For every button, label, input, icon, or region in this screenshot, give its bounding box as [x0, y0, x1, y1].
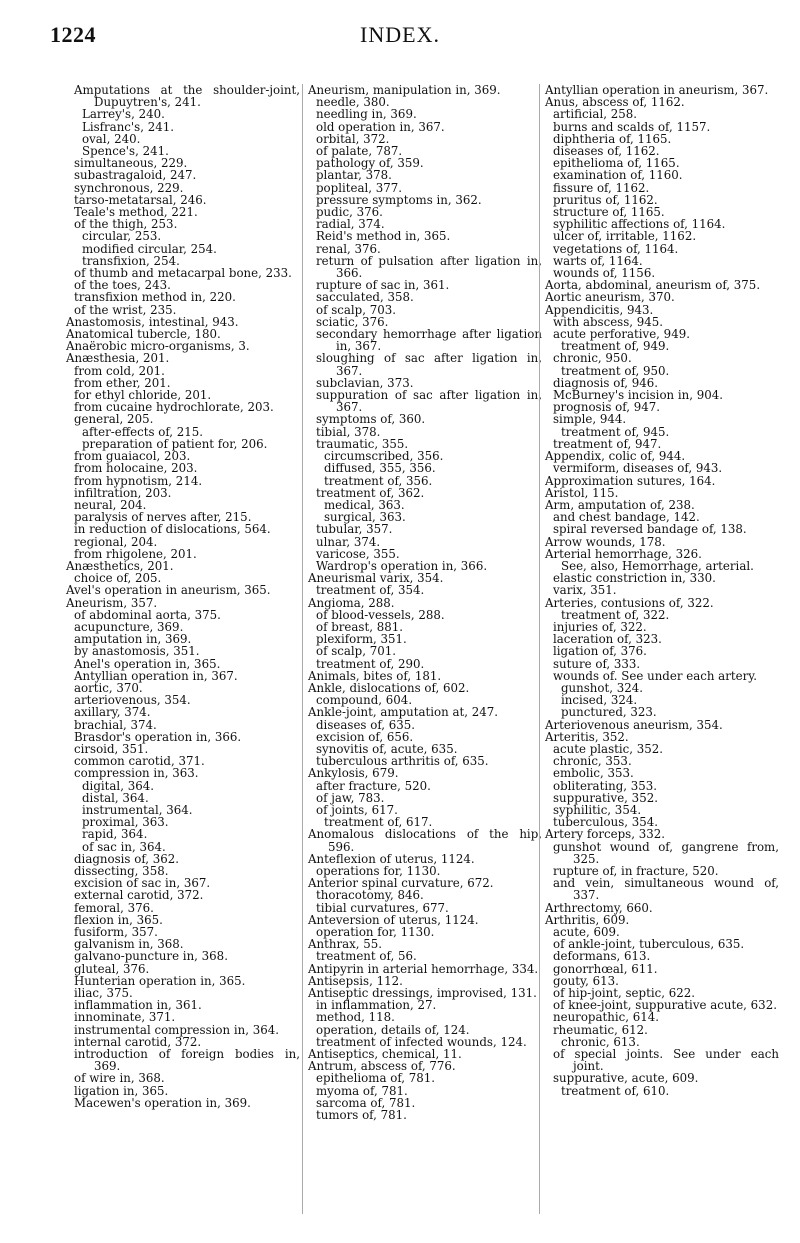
index-subentry: Amputations at the shoulder-joint, Dupuytren's, 241. — [74, 83, 300, 110]
page-title: INDEX. — [360, 22, 440, 47]
index-entry: Angioma, 288. — [308, 595, 395, 610]
index-subentry: varicose, 355. — [316, 546, 400, 561]
index-subentry: gunshot wound of, gangrene from, 325. — [553, 839, 779, 866]
index-subentry: spiral reversed bandage of, 138. — [553, 522, 747, 537]
index-subentry: acupuncture, 369. — [74, 619, 184, 634]
index-subentry: treatment of, 945. — [561, 424, 670, 439]
index-subentry: treatment of, 949. — [561, 339, 670, 354]
index-subentry: instrumental compression in, 364. — [74, 1022, 279, 1037]
column-divider — [302, 84, 303, 1214]
index-entry: Antiseptics, chemical, 11. — [308, 1047, 462, 1062]
index-subentry: punctured, 323. — [561, 705, 657, 720]
index-subentry: flexion in, 365. — [74, 912, 163, 927]
index-subentry: treatment of, 354. — [316, 583, 425, 598]
index-subentry: return of pulsation after ligation in, 366. — [316, 253, 542, 281]
index-subentry: choice of, 205. — [74, 571, 162, 586]
index-subentry: warts of, 1164. — [553, 253, 643, 268]
index-subentry: syphilitic, 354. — [553, 802, 642, 817]
index-subentry: wounds of, 1156. — [553, 266, 656, 281]
index-subentry: pressure symptoms in, 362. — [316, 192, 482, 207]
index-subentry: for ethyl chloride, 201. — [74, 388, 212, 403]
index-subentry: gluteal, 376. — [74, 961, 150, 976]
index-subentry: transfixion, 254. — [82, 253, 180, 268]
index-entry: Aristol, 115. — [545, 485, 619, 500]
index-subentry: of the thigh, 253. — [74, 217, 178, 232]
index-entry: Arm, amputation of, 238. — [545, 497, 695, 512]
index-subentry: rapid, 364. — [82, 827, 148, 842]
index-subentry: operation, details of, 124. — [316, 1022, 470, 1037]
index-subentry: external carotid, 372. — [74, 888, 204, 903]
index-subentry: epithelioma of, 1165. — [553, 156, 680, 171]
index-subentry: treatment of, 947. — [553, 436, 662, 451]
index-subentry: ligation in, 365. — [74, 1083, 169, 1098]
index-subentry: Reid's method in, 365. — [316, 229, 451, 244]
index-subentry: chronic, 950. — [553, 351, 632, 366]
index-subentry: suppuration of sac after ligation in, 367. — [316, 388, 542, 415]
index-entry: Antipyrin in arterial hemorrhage, 334. — [308, 961, 539, 976]
index-subentry: suppurative, 352. — [553, 790, 658, 805]
index-subentry: aortic, 370. — [74, 680, 143, 695]
index-entry: Arterial hemorrhage, 326. — [545, 546, 702, 561]
index-entry: Arteries, contusions of, 322. — [545, 595, 714, 610]
index-subentry: needle, 380. — [316, 95, 390, 110]
index-subentry: of scalp, 703. — [316, 302, 397, 317]
index-subentry: digital, 364. — [82, 778, 154, 793]
index-entry: Anatomical tubercle, 180. — [66, 327, 221, 342]
index-subentry: of knee-joint, suppurative acute, 632. — [553, 998, 777, 1013]
index-subentry: McBurney's incision in, 904. — [553, 388, 724, 403]
index-entry: Antisepsis, 112. — [308, 973, 403, 988]
index-subentry: treatment of, 617. — [324, 815, 433, 830]
index-subentry: and vein, simultaneous wound of, 337. — [553, 876, 779, 903]
index-entry: Arrow wounds, 178. — [545, 534, 666, 549]
index-subentry: suppurative, acute, 609. — [553, 1071, 699, 1086]
index-entry: Avel's operation in aneurism, 365. — [66, 583, 271, 598]
index-entry: Aneurism, manipulation in, 369. — [308, 83, 501, 97]
index-subentry: tumors of, 781. — [316, 1108, 407, 1123]
index-subentry: in inflammation, 27. — [316, 998, 437, 1013]
index-subentry: examination of, 1160. — [553, 168, 683, 183]
index-subentry: neural, 204. — [74, 497, 147, 512]
index-subentry: fusiform, 357. — [74, 925, 158, 940]
index-subentry: fissure of, 1162. — [553, 180, 650, 195]
index-subentry: Hunterian operation in, 365. — [74, 973, 246, 988]
index-subentry: treatment of, 362. — [316, 485, 425, 500]
index-subentry: excision of, 656. — [316, 729, 414, 744]
index-entry: Anæsthesia, 201. — [66, 351, 170, 366]
index-subentry: diseases of, 1162. — [553, 144, 660, 159]
index-entry: Anus, abscess of, 1162. — [545, 95, 685, 110]
index-subentry: Wardrop's operation in, 366. — [316, 558, 488, 573]
index-subentry: surgical, 363. — [324, 510, 406, 525]
index-subentry: of scalp, 701. — [316, 644, 397, 659]
index-subentry: galvano-puncture in, 368. — [74, 949, 228, 964]
index-subentry: tuberculous, 354. — [553, 815, 659, 830]
index-subentry: tarso-metatarsal, 246. — [74, 192, 207, 207]
index-entry: Appendicitis, 943. — [545, 302, 654, 317]
index-subentry: Lisfranc's, 241. — [82, 119, 174, 134]
index-subentry: treatment of infected wounds, 124. — [316, 1034, 527, 1049]
index-subentry: deformans, 613. — [553, 949, 651, 964]
index-subentry: diseases of, 635. — [316, 717, 416, 732]
index-subentry: of the wrist, 235. — [74, 302, 177, 317]
index-subentry: Antyllian operation in, 367. — [74, 668, 238, 683]
index-subentry: common carotid, 371. — [74, 754, 205, 769]
index-subentry: treatment of, 356. — [324, 473, 433, 488]
index-subentry: Anel's operation in, 365. — [74, 656, 221, 671]
index-subentry: preparation of patient for, 206. — [82, 436, 268, 451]
index-subentry: treatment of, 322. — [561, 607, 670, 622]
index-subentry: vegetations of, 1164. — [553, 241, 679, 256]
index-subentry: amputation in, 369. — [74, 632, 192, 647]
index-subentry: sloughing of sac after ligation in, 367. — [316, 351, 542, 378]
index-subentry: sacculated, 358. — [316, 290, 414, 305]
index-subentry: circumscribed, 356. — [324, 449, 444, 464]
index-subentry: artificial, 258. — [553, 107, 638, 122]
index-entry: Anomalous dislocations of the hip, 596. — [308, 827, 542, 854]
index-subentry: Spence's, 241. — [82, 144, 169, 159]
index-subentry: of sac in, 364. — [82, 839, 166, 854]
index-subentry: of special joints. See under each joint. — [553, 1047, 779, 1074]
index-subentry: treatment of, 610. — [561, 1083, 670, 1098]
index-subentry: tubular, 357. — [316, 522, 393, 537]
index-entry: Animals, bites of, 181. — [308, 668, 442, 683]
index-subentry: of jaw, 783. — [316, 790, 385, 805]
index-subentry: Brasdor's operation in, 366. — [74, 729, 242, 744]
index-entry: Antiseptic dressings, improvised, 131. — [308, 986, 537, 1001]
index-subentry: ulcer of, irritable, 1162. — [553, 229, 697, 244]
index-entry: Appendix, colic of, 944. — [545, 449, 686, 464]
index-subentry: acute perforative, 949. — [553, 327, 690, 342]
index-subentry: Teale's method, 221. — [74, 205, 198, 220]
index-subentry: of ankle-joint, tuberculous, 635. — [553, 937, 745, 952]
index-subentry: plantar, 378. — [316, 168, 392, 183]
index-subentry: iliac, 375. — [74, 986, 133, 1001]
index-subentry: brachial, 374. — [74, 717, 157, 732]
index-subentry: by anastomosis, 351. — [74, 644, 200, 659]
index-subentry: neuropathic, 614. — [553, 1010, 659, 1025]
index-subentry: acute, 609. — [553, 925, 620, 940]
index-entry: Artery forceps, 332. — [545, 827, 666, 842]
index-subentry: introduction of foreign bodies in, 369. — [74, 1047, 300, 1074]
index-subentry: syphilitic affections of, 1164. — [553, 217, 726, 232]
index-subentry: of blood-vessels, 288. — [316, 607, 445, 622]
index-subentry: symptoms of, 360. — [316, 412, 426, 427]
index-subentry: rupture of sac in, 361. — [316, 278, 450, 293]
index-subentry: embolic, 353. — [553, 766, 634, 781]
index-entry: Aorta, abdominal, aneurism of, 375. — [545, 278, 761, 293]
index-subentry: structure of, 1165. — [553, 205, 665, 220]
index-entry: Ankle-joint, amputation at, 247. — [308, 705, 499, 720]
index-subentry: in reduction of dislocations, 564. — [74, 522, 271, 537]
index-subentry: method, 118. — [316, 1010, 395, 1025]
index-subentry: of the toes, 243. — [74, 278, 171, 293]
index-subentry: treatment of, 56. — [316, 949, 417, 964]
index-entry: Arthrectomy, 660. — [545, 900, 653, 915]
index-subentry: arteriovenous, 354. — [74, 693, 191, 708]
index-subentry: excision of sac in, 367. — [74, 876, 211, 891]
index-subentry: tuberculous arthritis of, 635. — [316, 754, 489, 769]
index-subentry: circular, 253. — [82, 229, 162, 244]
index-entry: Ankylosis, 679. — [308, 766, 399, 781]
index-subentry: of palate, 787. — [316, 144, 403, 159]
index-subentry: general, 205. — [74, 412, 154, 427]
index-subentry: pudic, 376. — [316, 205, 383, 220]
index-subentry: with abscess, 945. — [553, 314, 664, 329]
index-column-1 — [66, 84, 300, 1109]
index-subentry: after-effects of, 215. — [82, 424, 204, 439]
index-subentry: gouty, 613. — [553, 973, 619, 988]
index-entry: Arthritis, 609. — [545, 912, 630, 927]
index-subentry: rupture of, in fracture, 520. — [553, 864, 719, 878]
index-subentry: innominate, 371. — [74, 1010, 176, 1025]
index-entry: Antyllian operation in aneurism, 367. — [545, 83, 769, 97]
index-subentry: renal, 376. — [316, 241, 381, 256]
index-subentry: of thumb and metacarpal bone, 233. — [74, 266, 292, 281]
index-subentry: wounds of. See under each artery. — [553, 668, 758, 683]
index-subentry: Larrey's, 240. — [82, 107, 165, 122]
index-subentry: distal, 364. — [82, 790, 149, 805]
index-subentry: ligation of, 376. — [553, 644, 647, 659]
index-entry: Aortic aneurism, 370. — [545, 290, 675, 305]
index-subentry: chronic, 613. — [561, 1034, 640, 1049]
index-entry: Anastomosis, intestinal, 943. — [66, 314, 239, 329]
index-subentry: oval, 240. — [82, 131, 141, 146]
index-subentry: from rhigolene, 201. — [74, 546, 197, 561]
index-subentry: burns and scalds of, 1157. — [553, 119, 711, 134]
index-subentry: inflammation in, 361. — [74, 998, 202, 1013]
index-subentry: gonorrhœal, 611. — [553, 961, 658, 976]
index-subentry: from ether, 201. — [74, 375, 171, 390]
index-entry: Antrum, abscess of, 776. — [308, 1059, 456, 1074]
index-subentry: varix, 351. — [553, 583, 617, 598]
index-subentry: needling in, 369. — [316, 107, 417, 122]
index-entry: Anteflexion of uterus, 1124. — [308, 851, 475, 866]
index-subentry: instrumental, 364. — [82, 802, 193, 817]
index-subentry: cirsoid, 351. — [74, 741, 149, 756]
index-subentry: pathology of, 359. — [316, 156, 424, 171]
column-divider — [539, 84, 540, 1214]
index-subentry: subclavian, 373. — [316, 375, 414, 390]
index-column-3 — [545, 84, 779, 1097]
index-subentry: transfixion method in, 220. — [74, 290, 236, 305]
index-subentry: sciatic, 376. — [316, 314, 389, 329]
index-subentry: diagnosis of, 362. — [74, 851, 180, 866]
page-header — [50, 22, 750, 52]
index-subentry: compression in, 363. — [74, 766, 199, 781]
index-subentry: synchronous, 229. — [74, 180, 184, 195]
index-subentry: of wire in, 368. — [74, 1071, 165, 1086]
index-subentry: elastic constriction in, 330. — [553, 571, 716, 586]
index-subentry: medical, 363. — [324, 497, 405, 512]
index-subentry: of abdominal aorta, 375. — [74, 607, 221, 622]
index-subentry: secondary hemorrhage after ligation in, 367. — [316, 327, 542, 354]
index-subentry: vermiform, diseases of, 943. — [553, 461, 723, 476]
index-subentry: tibial curvatures, 677. — [316, 900, 449, 915]
index-subentry: of joints, 617. — [316, 802, 398, 817]
index-subentry: myoma of, 781. — [316, 1083, 408, 1098]
index-entry: Aneurism, 357. — [66, 595, 158, 610]
index-subentry: synovitis of, acute, 635. — [316, 741, 458, 756]
index-subentry: subastragaloid, 247. — [74, 168, 197, 183]
index-subentry: of hip-joint, septic, 622. — [553, 986, 695, 1001]
index-subentry: from holocaine, 203. — [74, 461, 198, 476]
index-subentry: of breast, 881. — [316, 619, 403, 634]
index-entry: Anthrax, 55. — [308, 937, 383, 952]
index-subentry: See, also, Hemorrhage, arterial. — [561, 558, 754, 573]
index-entry: Aneurismal varix, 354. — [308, 571, 444, 586]
index-entry: Anterior spinal curvature, 672. — [308, 876, 494, 891]
index-subentry: proximal, 363. — [82, 815, 169, 830]
index-subentry: regional, 204. — [74, 534, 158, 549]
index-subentry: traumatic, 355. — [316, 436, 409, 451]
index-subentry: thoracotomy, 846. — [316, 888, 424, 903]
page-number: 1224 — [50, 22, 96, 47]
index-subentry: after fracture, 520. — [316, 778, 431, 793]
index-subentry: chronic, 353. — [553, 754, 632, 769]
index-subentry: old operation in, 367. — [316, 119, 445, 134]
index-subentry: incised, 324. — [561, 693, 638, 708]
index-subentry: compound, 604. — [316, 693, 413, 708]
index-subentry: Macewen's operation in, 369. — [74, 1095, 251, 1110]
index-subentry: popliteal, 377. — [316, 180, 403, 195]
index-subentry: diphtheria of, 1165. — [553, 131, 672, 146]
index-entry: Arteritis, 352. — [545, 729, 629, 744]
index-subentry: from hypnotism, 214. — [74, 473, 203, 488]
index-subentry: from cold, 201. — [74, 363, 165, 378]
index-subentry: plexiform, 351. — [316, 632, 407, 647]
index-subentry: suture of, 333. — [553, 656, 641, 671]
index-subentry: galvanism in, 368. — [74, 937, 184, 952]
index-subentry: ulnar, 374. — [316, 534, 381, 549]
index-subentry: operations for, 1130. — [316, 864, 441, 878]
index-subentry: obliterating, 353. — [553, 778, 658, 793]
index-subentry: tibial, 378. — [316, 424, 381, 439]
index-subentry: radial, 374. — [316, 217, 385, 232]
index-entry: Anaërobic micro-organisms, 3. — [66, 339, 250, 354]
index-entry: Anteversion of uterus, 1124. — [308, 912, 479, 927]
index-entry: Anæsthetics, 201. — [66, 558, 174, 573]
index-subentry: gunshot, 324. — [561, 680, 644, 695]
index-subentry: simultaneous, 229. — [74, 156, 188, 171]
index-subentry: treatment of, 290. — [316, 656, 425, 671]
index-subentry: treatment of, 950. — [561, 363, 670, 378]
index-subentry: axillary, 374. — [74, 705, 151, 720]
index-subentry: orbital, 372. — [316, 131, 390, 146]
index-subentry: prognosis of, 947. — [553, 400, 660, 415]
index-subentry: dissecting, 358. — [74, 864, 169, 878]
index-column-2 — [308, 84, 542, 1121]
index-subentry: laceration of, 323. — [553, 632, 662, 647]
index-subentry: epithelioma of, 781. — [316, 1071, 436, 1086]
index-subentry: operation for, 1130. — [316, 925, 435, 940]
index-subentry: internal carotid, 372. — [74, 1034, 202, 1049]
index-subentry: femoral, 376. — [74, 900, 154, 915]
index-subentry: from guaiacol, 203. — [74, 449, 191, 464]
index-subentry: and chest bandage, 142. — [553, 510, 700, 525]
index-subentry: injuries of, 322. — [553, 619, 647, 634]
index-subentry: simple, 944. — [553, 412, 627, 427]
index-subentry: modified circular, 254. — [82, 241, 217, 256]
index-subentry: from cucaine hydrochlorate, 203. — [74, 400, 274, 415]
index-subentry: diffused, 355, 356. — [324, 461, 436, 476]
index-subentry: acute plastic, 352. — [553, 741, 664, 756]
index-subentry: rheumatic, 612. — [553, 1022, 648, 1037]
index-subentry: diagnosis of, 946. — [553, 375, 659, 390]
index-subentry: paralysis of nerves after, 215. — [74, 510, 252, 525]
index-entry: Ankle, dislocations of, 602. — [308, 680, 470, 695]
index-entry: Arteriovenous aneurism, 354. — [545, 717, 723, 732]
index-subentry: sarcoma of, 781. — [316, 1095, 416, 1110]
index-subentry: infiltration, 203. — [74, 485, 172, 500]
index-subentry: pruritus of, 1162. — [553, 192, 658, 207]
index-entry: Approximation sutures, 164. — [545, 473, 716, 488]
